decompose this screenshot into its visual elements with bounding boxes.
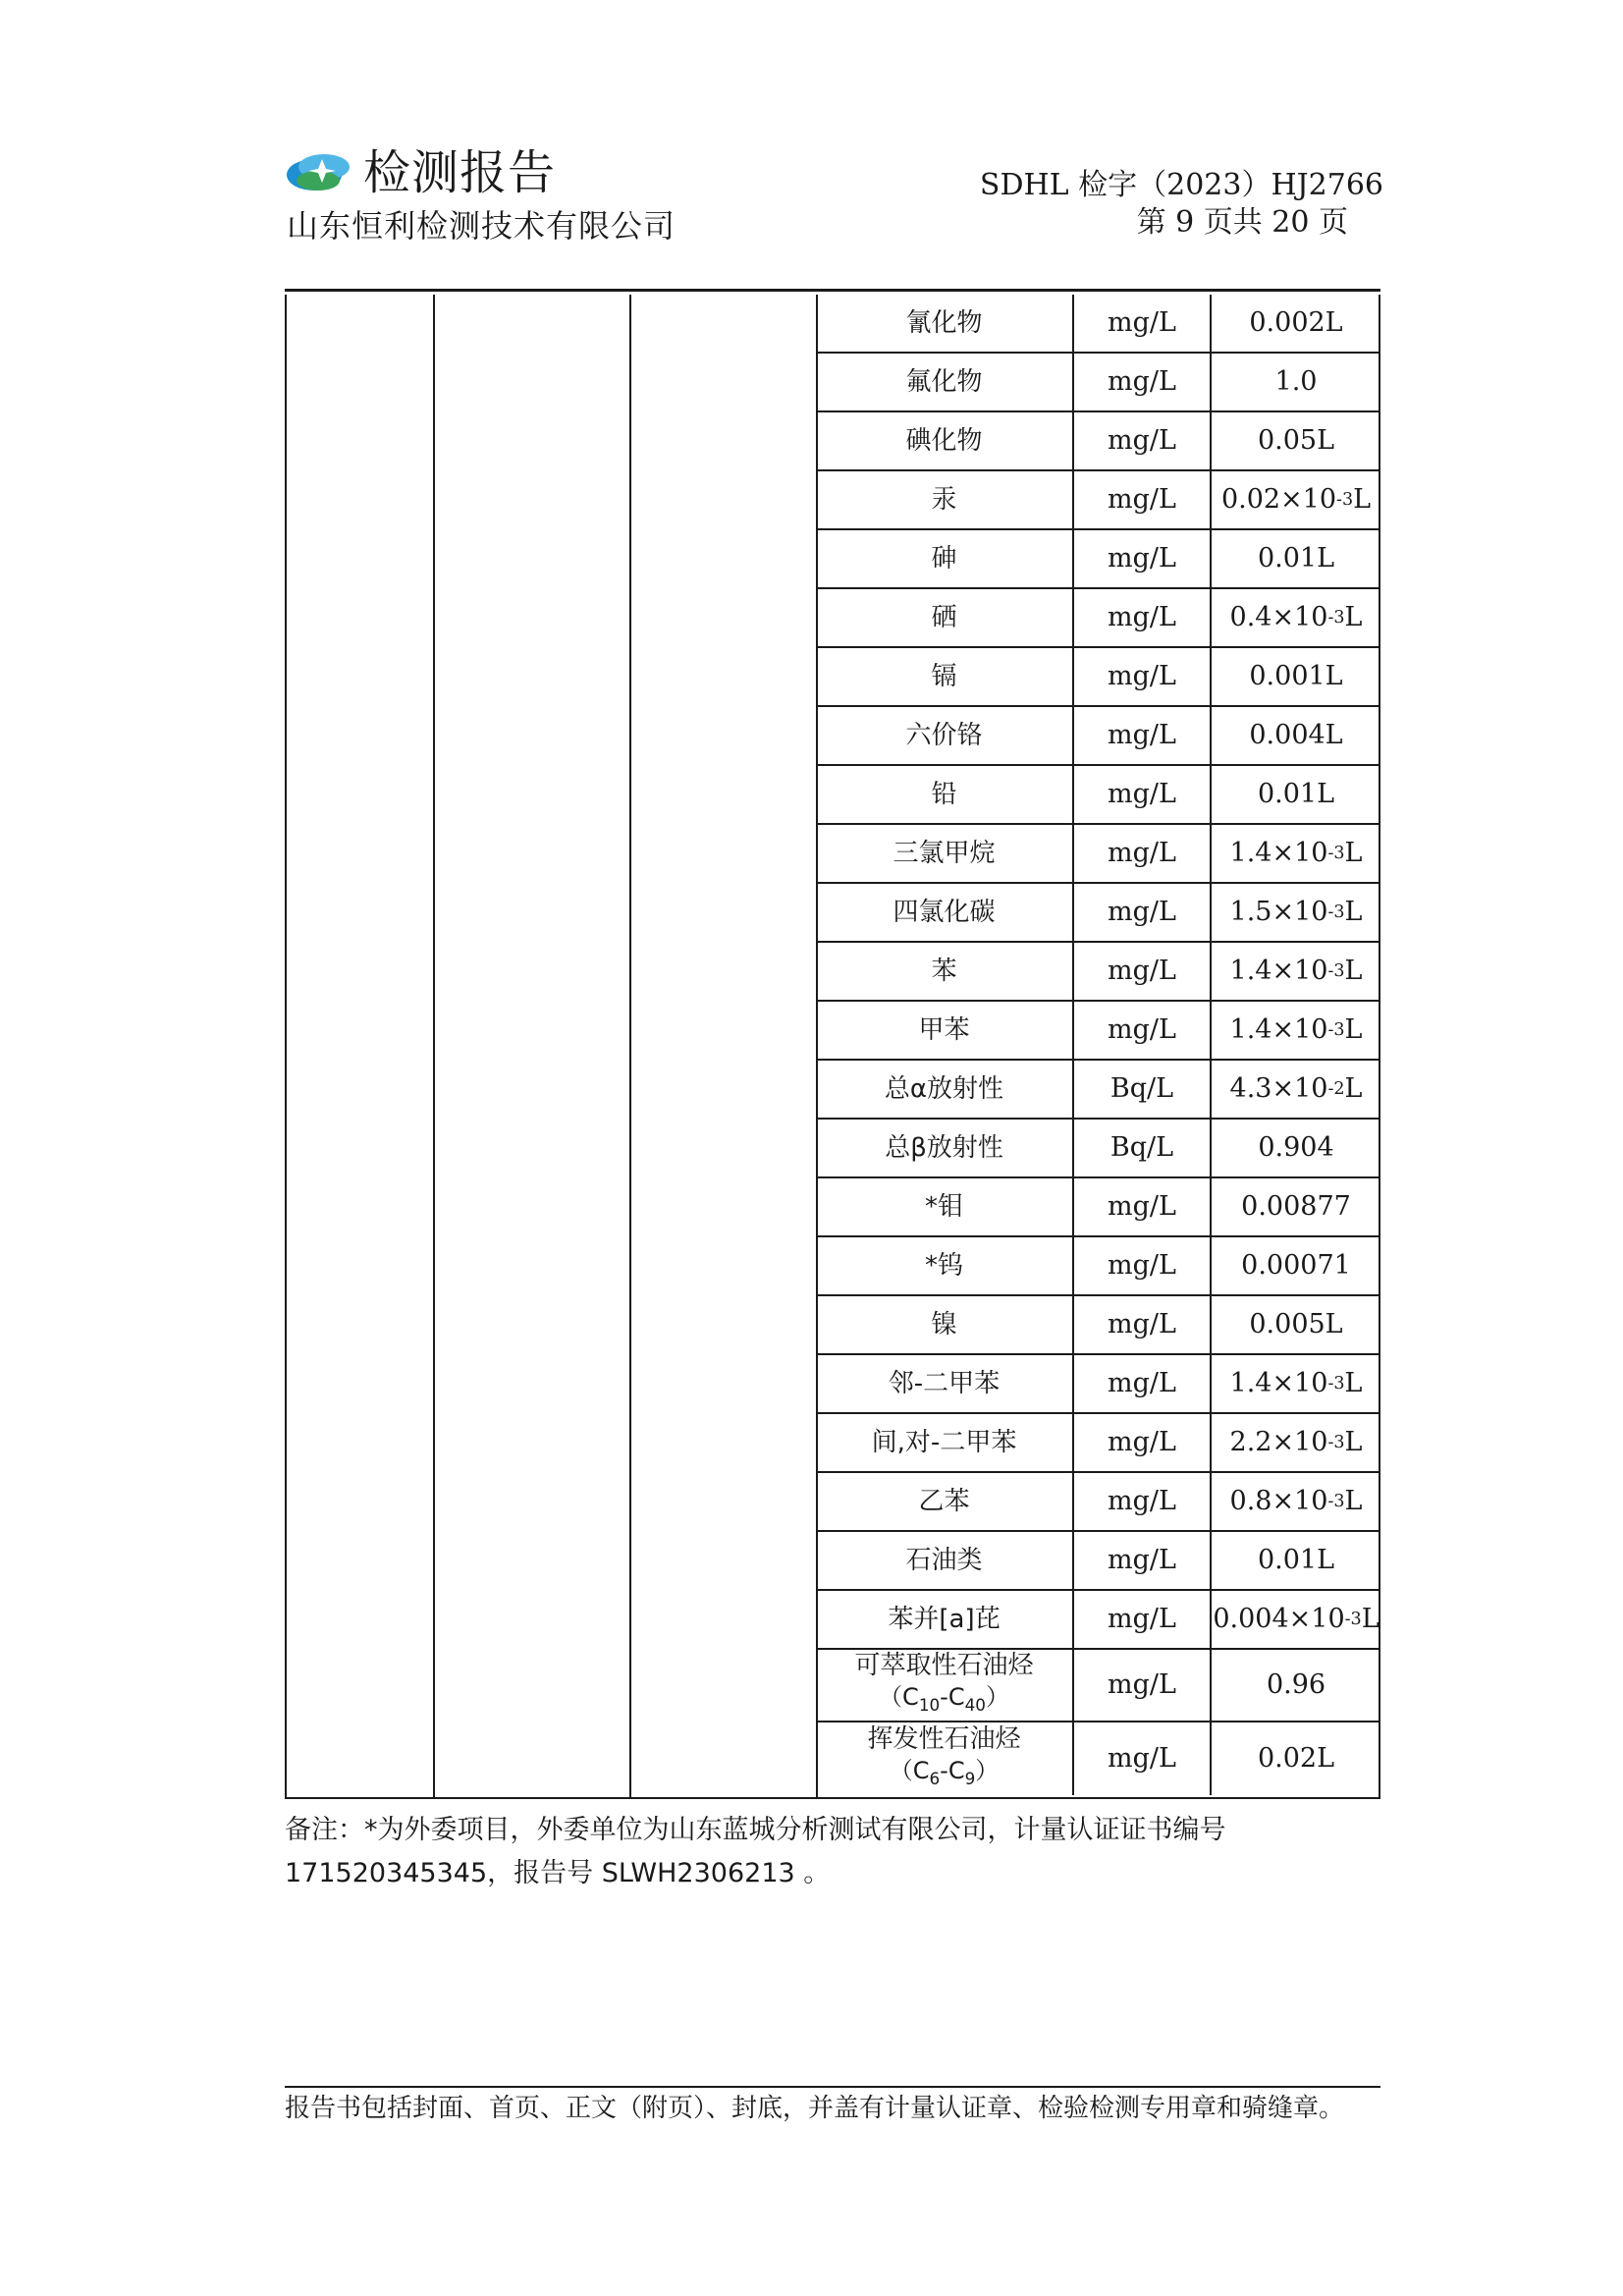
item-name-text: 镍 <box>931 1310 957 1339</box>
result-value: 0.96 <box>1266 1669 1326 1700</box>
result-value: 0.01L <box>1257 543 1335 574</box>
unit: mg/L <box>1074 589 1212 646</box>
result-value: 0.004×10 -3 L <box>1213 1604 1380 1634</box>
item-name <box>816 707 1074 764</box>
item-name-text: 苯 <box>931 957 957 986</box>
table-row <box>816 354 1380 412</box>
table-row <box>816 648 1380 707</box>
unit: mg/L <box>1074 412 1212 469</box>
item-name-text: 总α放射性 <box>884 1074 1004 1104</box>
item-name-subtitle: $(C_{10}-C_{40})$ <box>879 1683 1009 1715</box>
table-rows <box>816 295 1380 1795</box>
item-name <box>816 1473 1074 1530</box>
item-name-text: 间,对-二甲苯 <box>871 1428 1017 1457</box>
table-row <box>816 1722 1380 1795</box>
result-value: 0.02×10 -3 L <box>1220 484 1372 515</box>
item-name <box>816 1002 1074 1059</box>
result-value: 1.4×10 -3 L <box>1229 1368 1363 1398</box>
table-row <box>816 707 1380 766</box>
result-value: 0.00071 <box>1241 1250 1351 1281</box>
unit: mg/L <box>1074 648 1212 705</box>
unit: mg/L <box>1074 1355 1212 1412</box>
result-value: 4.3×10 -2 L <box>1229 1073 1363 1104</box>
remarks-line-2: 171520345345，报告号 SLWH2306213 。 <box>285 1858 831 1888</box>
item-name <box>816 295 1074 352</box>
unit: mg/L <box>1074 1650 1212 1721</box>
result-value: 1.5×10 -3 L <box>1229 897 1363 927</box>
unit: mg/L <box>1074 1002 1212 1059</box>
unit: Bq/L <box>1074 1061 1212 1118</box>
table-row <box>816 530 1380 589</box>
result-value: 0.02L <box>1257 1743 1335 1774</box>
item-name-subtitle: $(C_6-C_9)$ <box>889 1757 1000 1788</box>
table-row <box>816 1237 1380 1296</box>
table-row <box>816 1650 1380 1722</box>
header-rule <box>285 289 1380 292</box>
item-name-text: *钼 <box>924 1192 963 1222</box>
unit: mg/L <box>1074 1722 1212 1795</box>
item-name <box>816 1650 1074 1721</box>
item-name <box>816 1355 1074 1412</box>
item-name-text: 砷 <box>931 544 957 574</box>
table-row <box>816 1296 1380 1355</box>
item-name <box>816 530 1074 587</box>
page-number: 第 9 页共 20 页 <box>1136 205 1348 240</box>
footer-rule <box>285 2086 1380 2088</box>
item-name <box>816 943 1074 1000</box>
result-value: 0.05L <box>1257 425 1335 456</box>
item-name <box>816 884 1074 941</box>
item-name <box>816 589 1074 646</box>
unit: mg/L <box>1074 884 1212 941</box>
result-value: 0.4×10 -3 L <box>1229 602 1363 632</box>
item-name <box>816 648 1074 705</box>
unit: mg/L <box>1074 766 1212 823</box>
unit: mg/L <box>1074 1414 1212 1471</box>
item-name <box>816 1591 1074 1648</box>
result-value: 0.904 <box>1258 1132 1334 1163</box>
item-name-text: 可萃取性石油烃 <box>854 1651 1034 1681</box>
unit: mg/L <box>1074 1296 1212 1353</box>
report-number: SDHL 检字（2023）HJ2766 <box>979 168 1383 202</box>
unit: mg/L <box>1074 1473 1212 1530</box>
table-row <box>816 1002 1380 1061</box>
item-name-text: 总β放射性 <box>885 1133 1003 1163</box>
result-value: 0.004L <box>1249 720 1343 750</box>
table-row <box>816 943 1380 1002</box>
item-name <box>816 766 1074 823</box>
remarks-line-1: 备注：*为外委项目，外委单位为山东蓝城分析测试有限公司，计量认证证书编号 <box>285 1815 1226 1845</box>
table-row <box>816 1532 1380 1591</box>
table-row <box>816 295 1380 354</box>
unit: mg/L <box>1074 1237 1212 1294</box>
item-name <box>816 1120 1074 1176</box>
unit: mg/L <box>1074 295 1212 352</box>
item-name <box>816 412 1074 469</box>
table-row <box>816 589 1380 648</box>
item-name <box>816 1414 1074 1471</box>
footer-text: 报告书包括封面、首页、正文（附页）、封底，并盖有计量认证章、检验检测专用章和骑缝章。 <box>285 2094 1345 2123</box>
item-name <box>816 471 1074 528</box>
unit: mg/L <box>1074 825 1212 882</box>
item-name <box>816 1178 1074 1235</box>
item-name-text: 四氯化碳 <box>893 898 996 927</box>
result-value: 0.01L <box>1257 1545 1335 1575</box>
result-value: 1.4×10 -3 L <box>1229 956 1363 986</box>
unit: mg/L <box>1074 707 1212 764</box>
result-value: 0.005L <box>1249 1309 1343 1339</box>
result-value: 0.001L <box>1249 661 1343 691</box>
unit: mg/L <box>1074 354 1212 410</box>
unit: mg/L <box>1074 943 1212 1000</box>
results-table <box>285 295 1380 1799</box>
table-row <box>816 412 1380 471</box>
item-name-text: 碘化物 <box>905 426 983 456</box>
item-name-text: 氟化物 <box>905 367 983 397</box>
table-row <box>816 825 1380 884</box>
unit: mg/L <box>1074 1532 1212 1589</box>
item-name <box>816 1722 1074 1795</box>
table-row <box>816 1061 1380 1120</box>
table-row <box>816 884 1380 943</box>
item-name-text: 硒 <box>931 603 957 632</box>
item-name <box>816 1237 1074 1294</box>
item-name <box>816 1296 1074 1353</box>
result-value: 0.002L <box>1249 307 1343 338</box>
unit: mg/L <box>1074 1591 1212 1648</box>
item-name-text: 乙苯 <box>918 1487 970 1516</box>
item-name-text: 汞 <box>931 485 957 515</box>
item-name-text: 氰化物 <box>905 308 983 338</box>
unit: mg/L <box>1074 471 1212 528</box>
table-row <box>816 1120 1380 1178</box>
result-value: 1.0 <box>1274 366 1318 397</box>
result-value: 1.4×10 -3 L <box>1229 1014 1363 1045</box>
table-row <box>816 766 1380 825</box>
result-value: 0.8×10 -3 L <box>1229 1486 1363 1516</box>
item-name-text: 三氯甲烷 <box>893 839 996 868</box>
item-name-text: 石油类 <box>905 1546 983 1575</box>
item-name-text: 甲苯 <box>918 1015 970 1045</box>
item-name-text: *钨 <box>924 1251 963 1281</box>
result-value: 0.00877 <box>1241 1191 1351 1222</box>
table-row <box>816 471 1380 530</box>
result-value: 2.2×10 -3 L <box>1229 1427 1363 1457</box>
table-row <box>816 1178 1380 1237</box>
item-name-text: 邻-二甲苯 <box>888 1369 1001 1398</box>
table-row <box>816 1414 1380 1473</box>
company-name: 山东恒利检测技术有限公司 <box>287 207 676 245</box>
table-column-divider <box>629 295 631 1797</box>
item-name <box>816 825 1074 882</box>
remarks-note <box>285 1809 1380 1895</box>
item-name-text: 苯并[a]芘 <box>888 1605 1001 1634</box>
report-title: 检测报告 <box>363 145 557 200</box>
item-name-text: 铅 <box>931 780 957 809</box>
result-value: 1.4×10 -3 L <box>1229 838 1363 868</box>
table-row <box>816 1355 1380 1414</box>
table-column-divider <box>433 295 435 1797</box>
table-row <box>816 1473 1380 1532</box>
result-value: 0.01L <box>1257 779 1335 809</box>
table-row <box>816 1591 1380 1650</box>
item-name <box>816 354 1074 410</box>
item-name-text: 挥发性石油烃 <box>867 1724 1021 1755</box>
item-name-text: 六价铬 <box>905 721 983 750</box>
unit: mg/L <box>1074 530 1212 587</box>
unit: mg/L <box>1074 1178 1212 1235</box>
item-name <box>816 1532 1074 1589</box>
item-name <box>816 1061 1074 1118</box>
company-logo-icon <box>285 145 361 196</box>
item-name-text: 镉 <box>931 662 957 691</box>
unit: Bq/L <box>1074 1120 1212 1176</box>
